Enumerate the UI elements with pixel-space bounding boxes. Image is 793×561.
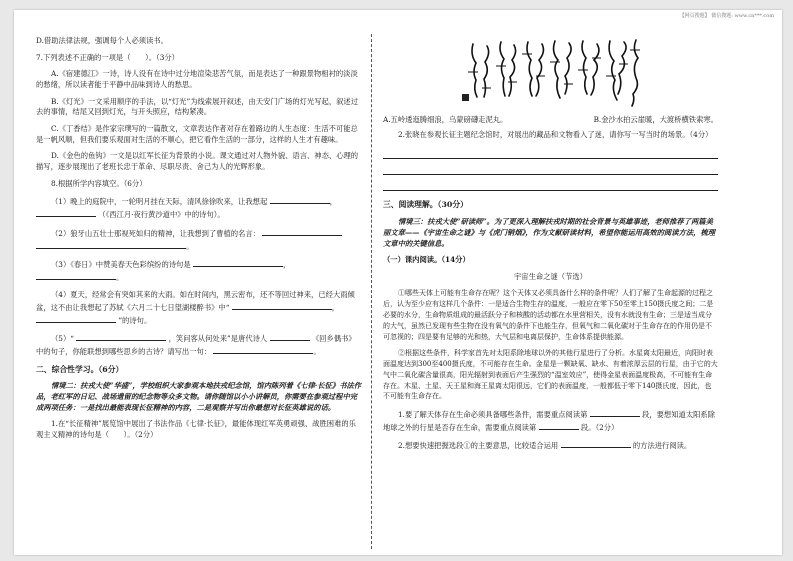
section-3-intro: 情境三：扶戎大使“研读师”。为了更深入理解扶戎时期的社会背景与英雄事迹，老师推荐了两篇美丽文章——《宇宙生命之谜》与《虎门销烟》，作为文献研读材料，希望你能运用高效的阅读方法，梳理文章中的关键信息。 bbox=[383, 216, 716, 248]
q7-option-d: D.《金色的鱼钩》一文是以红军长征为背景的小说。课文通过对人物外貌、语言、神态、心理的描写，逐步展现出了老班长忠于革命、尽职尽责、舍己为人的光辉形象。 bbox=[36, 151, 359, 172]
fill-1: （1）晚上的庭院中，一轮明月挂在天际，清风徐徐吹来，让我想起 ， （《西江月·夜行黄沙道中》中的诗句）。 bbox=[36, 195, 362, 221]
right-column bbox=[383, 36, 718, 458]
fill-5-mid: ，笑问客从何处来”是唐代诗人 bbox=[168, 334, 268, 344]
fill-4-end: ”的诗句。 bbox=[118, 315, 152, 325]
seal-mark bbox=[462, 94, 469, 101]
section-2-intro: 情境二：扶戎大使“华盛”，学校组织大家参观本地扶戎纪念馆，馆内陈列着《七律·长征》书法作品，老红军的日记、战场遗留的纪念物等众多文物。请你随馆以小小讲解员，你需要在参观过程中完成两项任务：一是找出最能表现长征精神的内容，二是观察并写出你最想对长征英雄说的话。 bbox=[36, 381, 362, 412]
question-7: 7.下列表述不正确的一项是（ ）。（3分） bbox=[36, 52, 179, 62]
reading-question-2 bbox=[383, 439, 718, 452]
fill-3: （3）《春日》中赞美春天色彩缤纷的诗句是 ，。 bbox=[36, 258, 362, 284]
rq1-text-a: 1.要了解天体存在生命必须具备哪些条件，需要重点阅读第 bbox=[398, 409, 588, 419]
passage-para-1: ①哪些天体上可能有生命存在呢？这个天体又必须具备什么样的条件呢？人们了解了生命起源的过程之后，认为至少应有这样几个条件：一是适合生物生存的温度，一般应在零下50至零上150摄氏度之间；二是必要的水分，生命物质组成的最活跃分子和核酸的活动都在水里营相关，没有水就没有生命；三是适当成分的大气，虽然已发现有些生物在没有氧气的条件下也能生存，但氧气和二氧化碳对于生命存在的作用仍是不可忽视的；四是要有足够的光和热，大气层和电离层保护，生命体系提供能源。 bbox=[383, 289, 714, 341]
fill-4-text: （4）夏天，经常会有突如其来的大雨。如在时间内，黑云密布，还不等回过神来，已经大雨倾盆，这不由让我想起了苏轼《六月二十七日望湖楼醉书》中“ bbox=[36, 289, 355, 312]
option-d: D.借助法律法规，强调每个人必须读书。 bbox=[36, 36, 168, 45]
passage-title: 宇宙生命之谜（节选） bbox=[514, 271, 587, 281]
answer-blank[interactable] bbox=[270, 195, 330, 204]
section-2-title: 二、综合性学习。（6分） bbox=[36, 364, 124, 374]
exam-sheet bbox=[14, 10, 782, 555]
answer-blank[interactable] bbox=[36, 208, 96, 217]
question-8: 8.根据所学内容填空。（6分） bbox=[51, 178, 147, 188]
passage-para-2: ②根据这些条件，科学家首先对太阳系除地球以外的其他行星进行了分析。水星离太阳最近，向阳时表面温度达到300至400摄氏度，不可能存在生命。金星是一颗缺氧、缺水、有着浓厚云层的行星，由于它的大气中二氧化碳含量很高，阳光辐射到表面后产生强烈的“温室效应”，使得金星表面温度极高，不可能有生命存在。木星、土星、天王星和海王星离太阳很远，它们的表面温度，一般都低于零下140摄氏度，因此，也不可能有生命存在。 bbox=[383, 349, 718, 401]
fill-5-end: 《回乡偶书》中的句子，你能联想到哪些思乡的古诗？请写出一句： bbox=[36, 334, 356, 357]
answer-line[interactable] bbox=[383, 178, 718, 191]
rq2-text-a: 2.想要快速把握选段①的主要意思，比较适合运用 bbox=[398, 441, 559, 451]
section-3-title: 三、阅读理解。（30分） bbox=[383, 200, 468, 210]
answer-blank[interactable] bbox=[36, 271, 116, 280]
q7-option-a: A.《宿建德江》一诗，诗人没有在诗中过分地渲染悲苦气氛，而是表达了一种跟景物相衬的淡淡的愁绪，所以读者能于平静中品味到诗人的愁思。 bbox=[36, 69, 358, 89]
answer-line[interactable] bbox=[383, 146, 718, 159]
option-a: A.五岭逶迤腾细浪，乌蒙磅礴走泥丸。 bbox=[383, 115, 508, 124]
fill-2: （2）狼牙山五壮士那视死如归的精神，让我想到了曹植的名言： 。 bbox=[36, 227, 362, 253]
question-1: 1.在“长征精神”展览馆中展出了书法作品《七律·长征》，最能体现红军英勇顽强、战胜困难的乐观主义精神的诗句是（ ）。（2分） bbox=[36, 419, 356, 440]
fill-5: （5）“ ，笑问客从何处来”是唐代诗人 《回乡偶书》中的句子，你能联想到哪些思乡的古诗？请写出一句： 。 bbox=[36, 334, 356, 357]
calligraphy-artwork bbox=[456, 36, 646, 111]
answer-blank[interactable] bbox=[36, 314, 116, 323]
fill-4: （4）夏天，经常会有突如其来的大雨。如在时间内，黑云密布，还不等回过神来，已经大雨倾盆，这不由让我想起了苏轼《六月二十七日望湖楼醉书》中“ ， ”的诗句。 bbox=[36, 289, 355, 325]
answer-blank[interactable] bbox=[76, 332, 166, 341]
rq1-text-c: 段。（2分） bbox=[580, 422, 619, 432]
left-column bbox=[36, 36, 362, 447]
reading-question-1 bbox=[383, 408, 718, 434]
question-2: 2.张晓在参观长征主题纪念馆时，对展出的藏品和文物看入了迷，请你写一写当时的场景。（4分） bbox=[398, 129, 713, 139]
calligraphy-image bbox=[456, 36, 646, 111]
fill-1-text: （1）晚上的庭院中，一轮明月挂在天际，清风徐徐吹来，让我想起 bbox=[51, 197, 268, 207]
rq2-text-b: 的方法进行阅读。 bbox=[632, 441, 692, 451]
fill-2-text: （2）狼牙山五壮士那视死如归的精神，让我想到了曹植的名言： bbox=[51, 228, 260, 238]
answer-blank[interactable] bbox=[590, 408, 640, 417]
answer-blank[interactable] bbox=[561, 439, 631, 448]
q7-option-b: B.《灯光》一文采用顺序的手法，以“灯光”为线索展开叙述，由天安门广场的灯光写起，叙述过去的事情，结尾又回到灯光，与开头照应，结构紧凑。 bbox=[36, 96, 359, 117]
fill-1-source: （《西江月·夜行黄沙道中》中的诗句）。 bbox=[98, 210, 225, 220]
fill-3-text: （3）《春日》中赞美春天色彩缤纷的诗句是 bbox=[51, 260, 191, 270]
rq1-text-b: 段，要想知道太阳系除地球之外的行星是否存在生命，需要重点阅读第 bbox=[383, 409, 716, 432]
answer-blank[interactable] bbox=[262, 227, 342, 236]
q1-options bbox=[383, 115, 718, 126]
column-divider bbox=[371, 34, 372, 549]
answer-blank[interactable] bbox=[232, 301, 332, 310]
answer-blank[interactable] bbox=[270, 332, 310, 341]
answer-line[interactable] bbox=[383, 162, 718, 175]
answer-blank[interactable] bbox=[193, 258, 283, 267]
answer-blank[interactable] bbox=[213, 345, 313, 354]
answer-blank[interactable] bbox=[539, 421, 579, 430]
fill-5-open: （5）“ bbox=[51, 334, 74, 344]
subsection-1: （一）课内阅读。（14分） bbox=[383, 255, 470, 265]
q7-option-c: C.《丁香结》是作家宗璞写的一篇散文，文章表达作者对存在着路边的人生态度：生活不可能总是一帆风顺，但我们要乐观面对生活的不顺心，把它看作生活的一部分，这样的人生才有趣味。 bbox=[36, 124, 358, 144]
watermark: 【网页搜题】 微信搜题: www.cn***.com bbox=[679, 13, 774, 19]
answer-blank[interactable] bbox=[36, 240, 186, 249]
option-b: B.金沙水拍云崖暖，大渡桥横铁索寒。 bbox=[593, 115, 718, 124]
